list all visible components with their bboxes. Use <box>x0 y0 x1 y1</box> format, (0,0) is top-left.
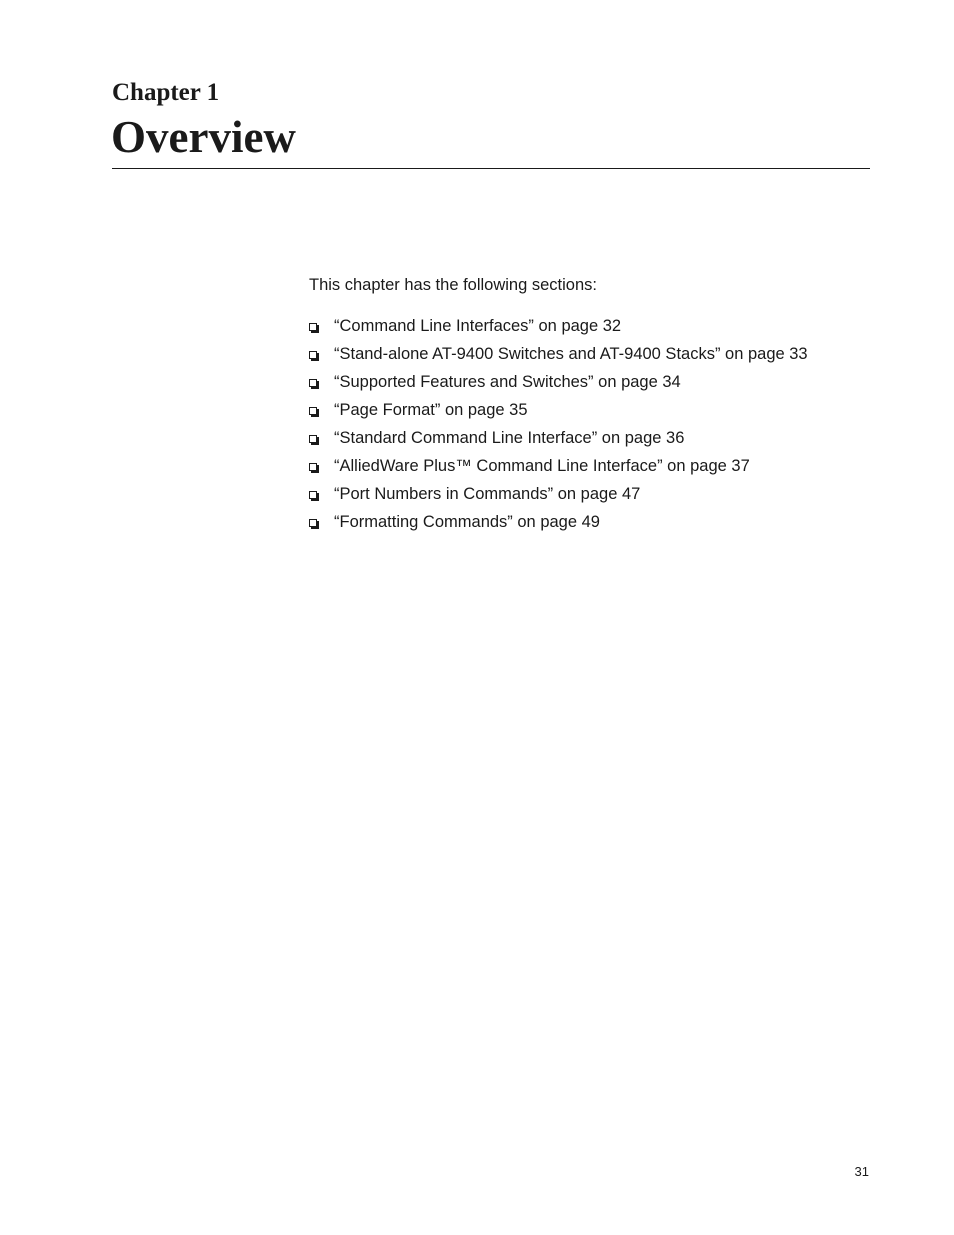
checkbox-bullet-icon <box>309 519 317 527</box>
section-link-supported-features[interactable]: “Supported Features and Switches” on page 34 <box>334 372 681 391</box>
list-item <box>309 368 808 396</box>
section-link-standard-cli[interactable]: “Standard Command Line Interface” on page 36 <box>334 428 685 447</box>
list-item <box>309 452 808 480</box>
list-item <box>309 424 808 452</box>
title-rule <box>112 168 870 169</box>
chapter-title: Overview <box>111 112 296 162</box>
section-link-command-line-interfaces[interactable]: “Command Line Interfaces” on page 32 <box>334 316 622 335</box>
section-list <box>309 312 808 536</box>
checkbox-bullet-icon <box>309 463 317 471</box>
list-item <box>309 340 808 368</box>
checkbox-bullet-icon <box>309 491 317 499</box>
checkbox-bullet-icon <box>309 407 317 415</box>
list-item <box>309 480 808 508</box>
section-link-port-numbers[interactable]: “Port Numbers in Commands” on page 47 <box>334 484 641 503</box>
checkbox-bullet-icon <box>309 351 317 359</box>
section-link-stand-alone-switches-and-stacks[interactable]: “Stand-alone AT-9400 Switches and AT-9400 Stacks” on page 33 <box>334 344 808 363</box>
checkbox-bullet-icon <box>309 435 317 443</box>
list-item <box>309 396 808 424</box>
intro-text: This chapter has the following sections: <box>309 276 597 294</box>
list-item <box>309 508 808 536</box>
section-link-formatting-commands[interactable]: “Formatting Commands” on page 49 <box>334 512 600 531</box>
section-link-page-format[interactable]: “Page Format” on page 35 <box>334 400 528 419</box>
checkbox-bullet-icon <box>309 323 317 331</box>
chapter-label: Chapter 1 <box>112 79 220 106</box>
page-number: 31 <box>854 1164 869 1179</box>
section-link-alliedware-plus-cli[interactable]: “AlliedWare Plus™ Command Line Interface” on page 37 <box>334 456 750 475</box>
list-item <box>309 312 808 340</box>
checkbox-bullet-icon <box>309 379 317 387</box>
